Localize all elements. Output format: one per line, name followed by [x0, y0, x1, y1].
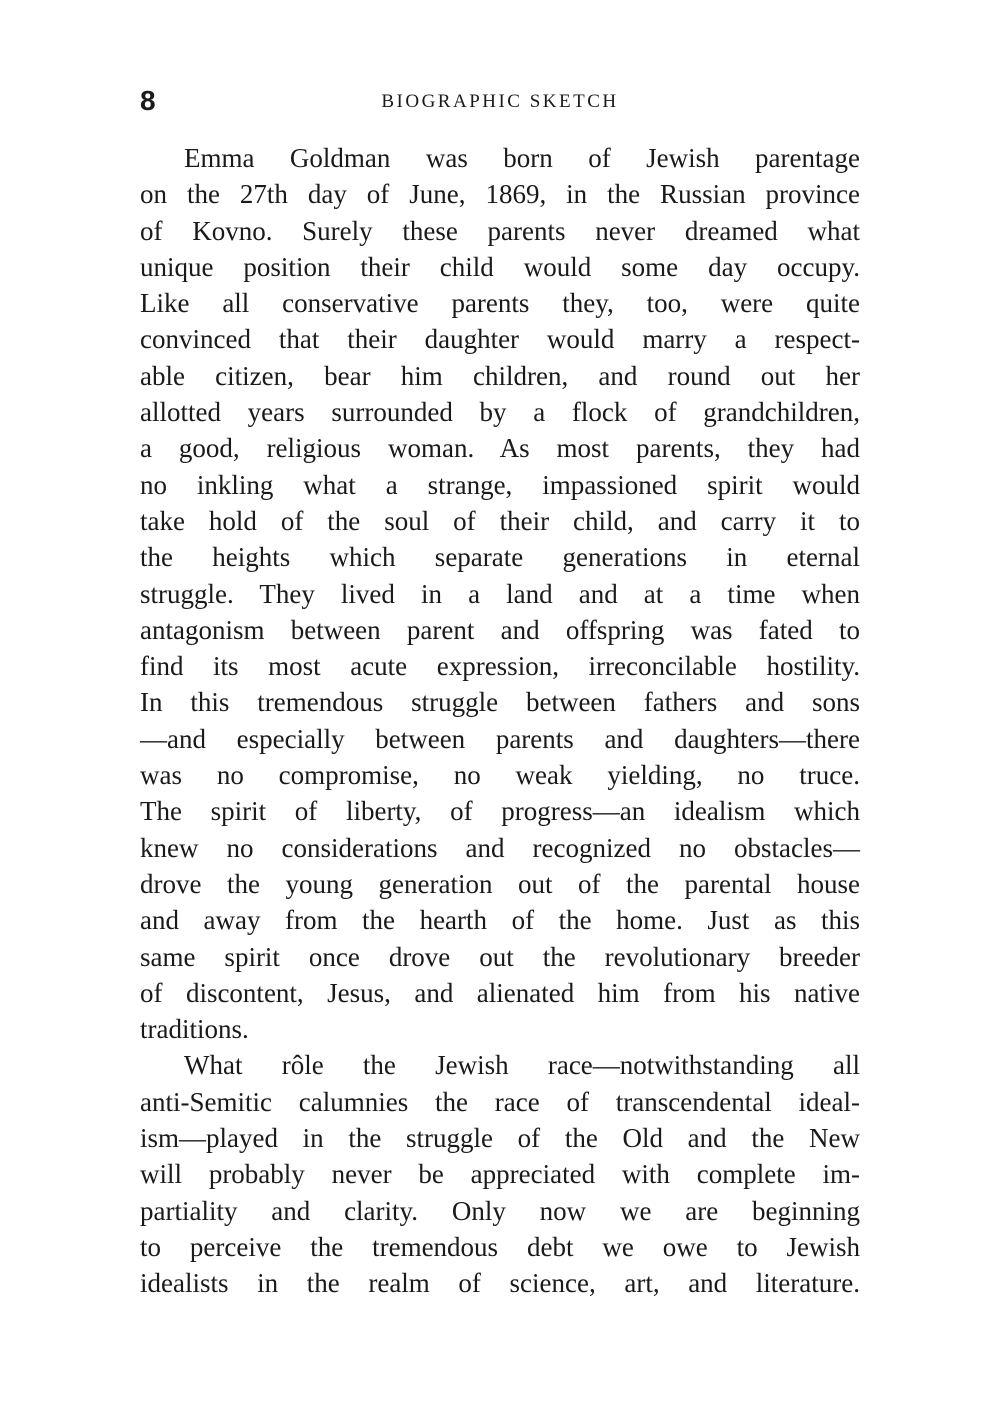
text-line: anti-Semitic calumnies the race of transcendental ideal- [140, 1086, 860, 1117]
text-line: drove the young generation out of the parental house [140, 868, 860, 899]
text-line: take hold of the soul of their child, and carry it to [140, 505, 860, 536]
text-line: allotted years surrounded by a flock of grandchildren, [140, 397, 860, 428]
text-line: —and especially between parents and daughters—there [140, 723, 860, 754]
text-line: of discontent, Jesus, and alienated him from his native [140, 977, 860, 1008]
text-line: a good, religious woman. As most parents, they had [140, 433, 860, 464]
text-line: Like all conservative parents they, too, were quite [140, 288, 860, 319]
text-line: ism—played in the struggle of the Old and the New [140, 1123, 860, 1154]
text-line: convinced that their daughter would marry a respect- [140, 324, 860, 355]
text-line: antagonism between parent and offspring was fated to [140, 614, 860, 645]
text-line: In this tremendous struggle between fathers and sons [140, 687, 860, 718]
text-line: on the 27th day of June, 1869, in the Russian province [140, 179, 860, 210]
text-line: knew no considerations and recognized no obstacles— [140, 832, 860, 863]
text-line: The spirit of liberty, of progress—an idealism which [140, 796, 860, 827]
text-line: partiality and clarity. Only now we are beginning [140, 1195, 860, 1226]
page-number: 8 [140, 85, 156, 116]
text-line: to perceive the tremendous debt we owe to Jewish [140, 1231, 860, 1262]
text-line: find its most acute expression, irreconcilable hostility. [140, 651, 860, 682]
text-line: What rôle the Jewish race—notwithstanding all [184, 1050, 860, 1081]
text-line: able citizen, bear him children, and round out her [140, 360, 860, 391]
body-text [140, 140, 860, 1302]
text-line: Emma Goldman was born of Jewish parentage [184, 143, 860, 173]
text-line: no inkling what a strange, impassioned spirit would [140, 469, 860, 500]
text-line: struggle. They lived in a land and at a time when [140, 578, 860, 609]
text-line: traditions. [140, 1014, 249, 1045]
text-line: and away from the hearth of the home. Just as this [140, 905, 860, 936]
text-line: unique position their child would some day occupy. [140, 251, 860, 282]
text-line: of Kovno. Surely these parents never dreamed what [140, 215, 860, 246]
page-header [140, 84, 860, 124]
text-line: the heights which separate generations in eternal [140, 542, 860, 573]
running-head: BIOGRAPHIC SKETCH [381, 91, 619, 112]
text-line: same spirit once drove out the revolutionary breeder [140, 941, 860, 972]
text-line: will probably never be appreciated with complete im- [140, 1159, 860, 1190]
text-line: was no compromise, no weak yielding, no truce. [140, 760, 860, 791]
text-line: idealists in the realm of science, art, and literature. [140, 1268, 860, 1299]
